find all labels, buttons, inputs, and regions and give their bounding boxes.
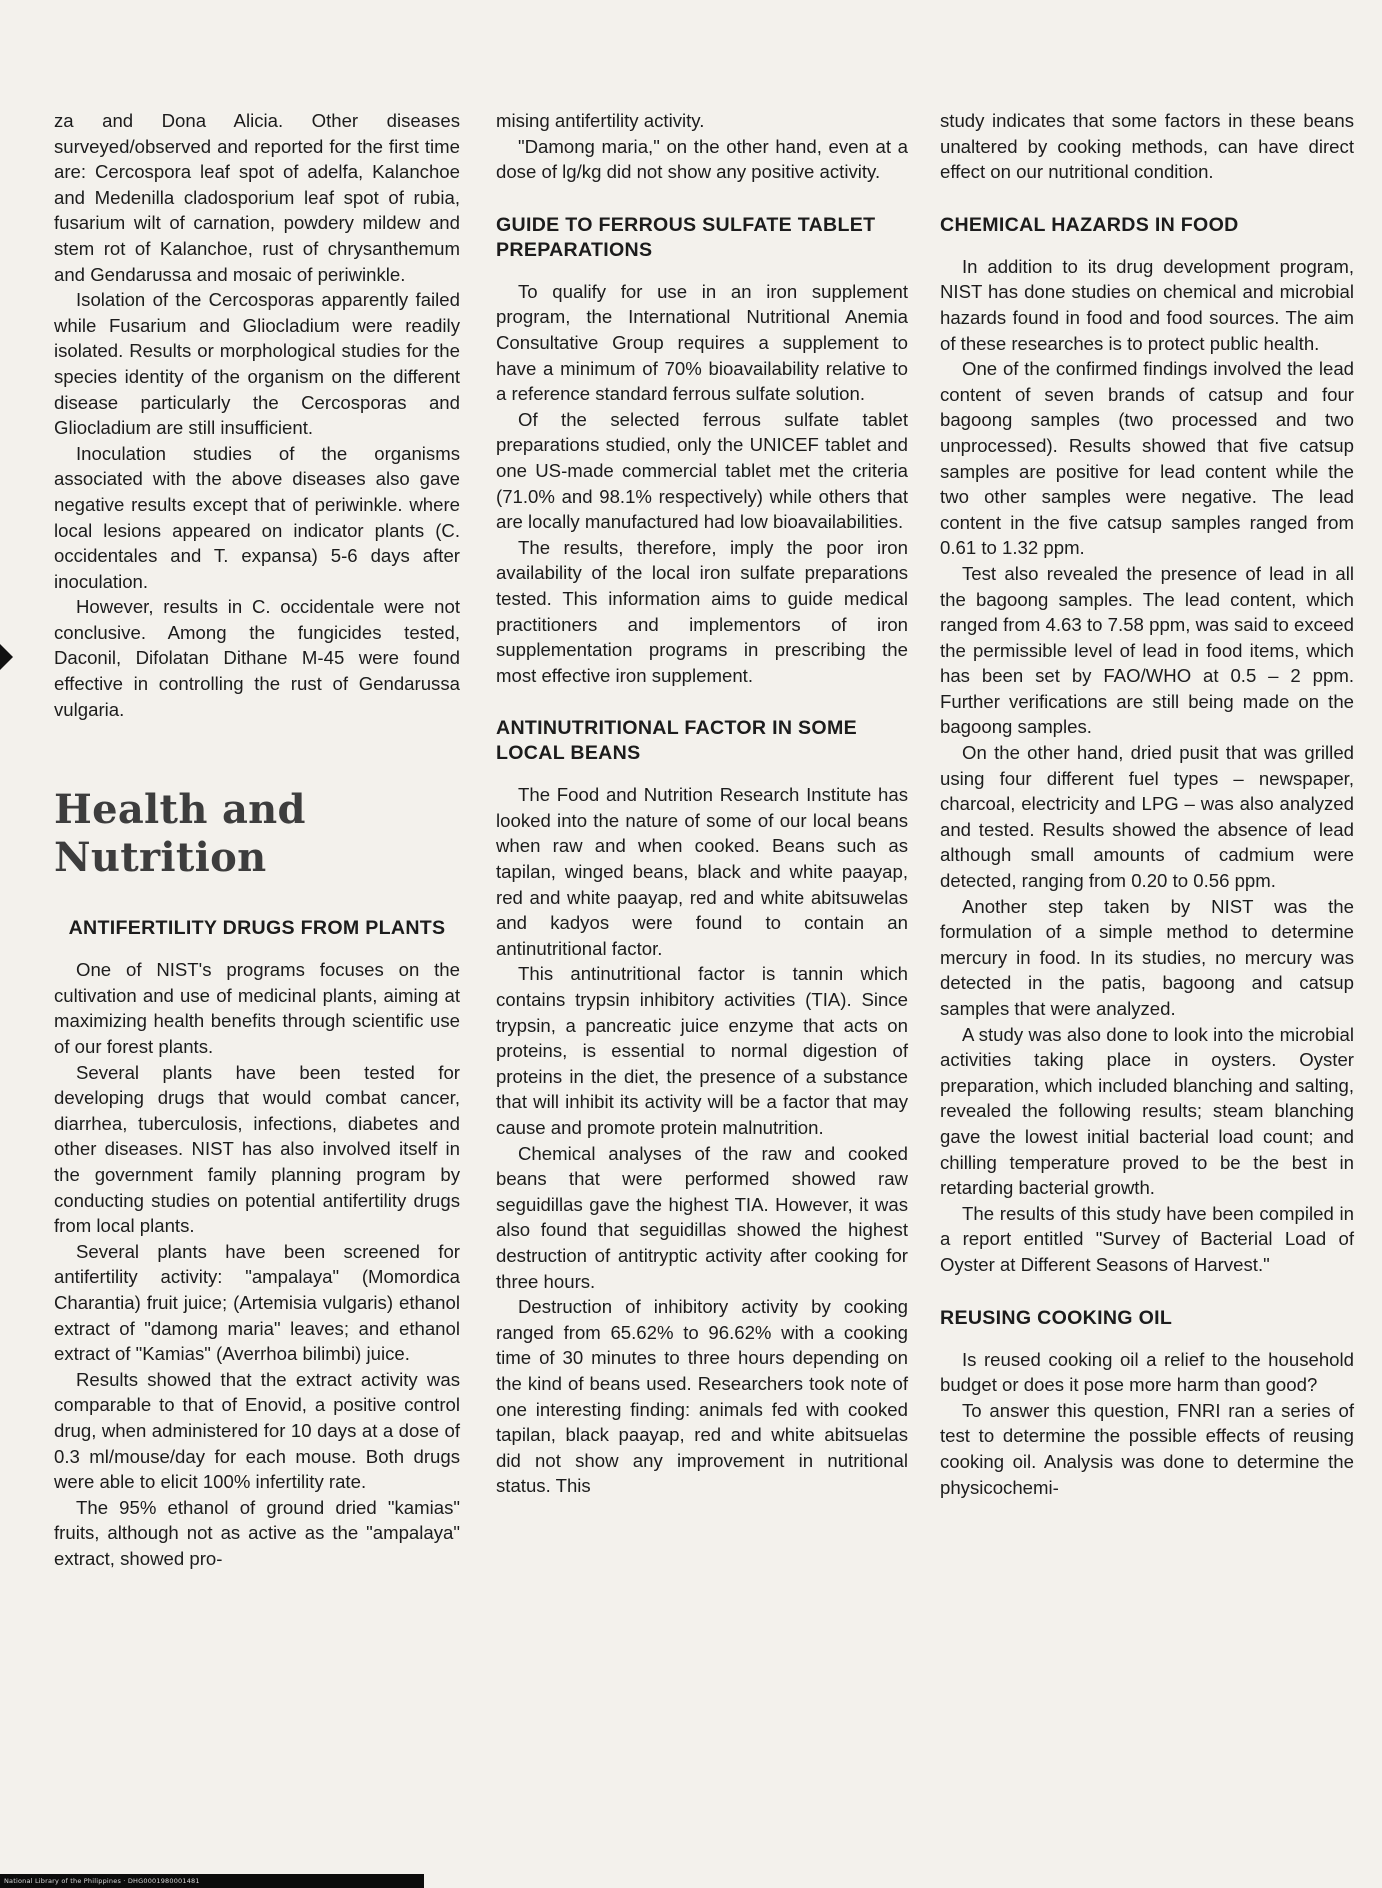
column-2: [496, 108, 908, 1499]
paragraph: On the other hand, dried pusit that was grilled using four different fuel types – newspaper, charcoal, electricity and LPG – was also analyzed and tested. Results showed the absence of lead although small amounts of cadmium were detected, ranging from 0.20 to 0.56 ppm.: [940, 742, 1354, 892]
paragraph: One of the confirmed findings involved the lead content of seven brands of catsup and four bagoong samples (two processed and two unprocessed). Results showed that five catsup samples are positive for lead content while the two other samples were negative. The lead content in the five catsup samples ranged from 0.61 to 1.32 ppm.: [940, 358, 1354, 559]
paragraph: Test also revealed the presence of lead in all the bagoong samples. The lead content, which ranged from 4.63 to 7.58 ppm, was said to exceed the permissible level of lead in food items, which has been set by FAO/WHO at 0.5 – 2 ppm. Further verifications are still being made on the bagoong samples.: [940, 562, 1354, 738]
paragraph: One of NIST's programs focuses on the cultivation and use of medicinal plants, aiming at maximizing health benefits through scientific use of our forest plants.: [54, 959, 460, 1058]
paragraph: "Damong maria," on the other hand, even at a dose of lg/kg did not show any positive activity.: [496, 135, 908, 183]
paragraph: Inoculation studies of the organisms associated with the above diseases also gave negative results except that of periwinkle. where local lesions appeared on indicator plants (C. occidentales and T. expansa) 5-6 days after inoculation.: [54, 442, 460, 592]
paragraph: Several plants have been screened for antifertility activity: "ampalaya" (Momordica Charantia) fruit juice; (Artemisia vulgaris) ethanol extract of "damong maria" leaves; and ethanol extract of "Kamias" (Averrhoa bilimbi) juice.: [54, 1240, 460, 1365]
page-edge-marker: [0, 644, 13, 670]
paragraph: The results, therefore, imply the poor iron availability of the local iron sulfate preparations tested. This information aims to guide medical practitioners and implementors of iron supplementation programs in prescribing the most effective iron supplement.: [496, 536, 908, 686]
heading-antifertility: ANTIFERTILITY DRUGS FROM PLANTS: [68, 917, 446, 940]
paragraph: Destruction of inhibitory activity by cooking ranged from 65.62% to 96.62% with a cooking time of 30 minutes to three hours depending on the kind of beans used. Researchers took note of one interesting finding: animals fed with cooked tapilan, black paayap, red and white abitsuelas did not show any improvement in nutritional status. This: [496, 1296, 908, 1497]
paragraph: To qualify for use in an iron supplement program, the International Nutritional Anemia Consultative Group requires a supplement to have a minimum of 70% bioavailability relative to a reference standard ferrous sulfate solution.: [496, 280, 908, 405]
paragraph: study indicates that some factors in these beans unaltered by cooking methods, can have direct effect on our nutritional condition.: [940, 110, 1354, 183]
paragraph: Results showed that the extract activity was comparable to that of Enovid, a positive control drug, when administered for 10 days at a dose of 0.3 ml/mouse/day for each mouse. Both drugs were able to elicit 100% infertility rate.: [54, 1368, 460, 1493]
heading-chemical-hazards: CHEMICAL HAZARDS IN FOOD: [940, 213, 1239, 236]
paragraph: The 95% ethanol of ground dried "kamias" fruits, although not as active as the "ampalaya" extract, showed pro-: [54, 1496, 460, 1569]
heading-antinutritional: ANTINUTRITIONAL FACTOR IN SOME LOCAL BEANS: [496, 717, 857, 765]
archive-footer: National Library of the Philippines · DHG0001980001481: [0, 1874, 424, 1888]
paragraph: Another step taken by NIST was the formulation of a simple method to determine mercury in food. In its studies, no mercury was detected in the patis, bagoong and catsup samples that were analyzed.: [940, 895, 1354, 1019]
column-1: [54, 108, 460, 1572]
heading-reusing-oil: REUSING COOKING OIL: [940, 1306, 1173, 1329]
paragraph: This antinutritional factor is tannin which contains trypsin inhibitory activities (TIA). Since trypsin, a pancreatic juice enzyme that acts on proteins, is essential to normal digestion of proteins in the diet, the presence of a substance that will inhibit its activity will be a factor that may cause and promote protein malnutrition.: [496, 963, 908, 1138]
paragraph: A study was also done to look into the microbial activities taking place in oysters. Oyster preparation, which included blanching and salting, revealed the following results; steam blanching gave the lowest initial bacterial load count; and chilling temperature proved to be the best in retarding bacterial growth.: [940, 1023, 1354, 1199]
paragraph: However, results in C. occidentale were not conclusive. Among the fungicides tested, Daconil, Difolatan Dithane M-45 were found effective in controlling the rust of Gendarussa vulgaria.: [54, 596, 460, 720]
section-title: Health and Nutrition: [54, 786, 306, 882]
paragraph: The Food and Nutrition Research Institute has looked into the nature of some of our local beans when raw and when cooked. Beans such as tapilan, winged beans, black and white paayap, red and white paayap, red and white abitsuwelas and kadyos were found to contain an antinutritional factor.: [496, 784, 908, 959]
heading-ferrous-sulfate: GUIDE TO FERROUS SULFATE TABLET PREPARATIONS: [496, 213, 876, 261]
paragraph: In addition to its drug development program, NIST has done studies on chemical and microbial hazards found in food and food sources. The aim of these researches is to protect public health.: [940, 255, 1354, 354]
paragraph: To answer this question, FNRI ran a series of test to determine the possible effects of reusing cooking oil. Analysis was done to determine the physicochemi-: [940, 1399, 1354, 1498]
paragraph: Is reused cooking oil a relief to the household budget or does it pose more harm than good?: [940, 1348, 1354, 1396]
column-3: [940, 108, 1354, 1500]
paragraph: mising antifertility activity.: [496, 110, 705, 131]
paragraph: za and Dona Alicia. Other diseases surveyed/observed and reported for the first time are: Cercospora leaf spot of adelfa, Kalanchoe and Medenilla cladosporium leaf spot of rubia, fusarium wilt of carnation, powdery mildew and stem rot of Kalanchoe, rust of chrysanthemum and Gendarussa and mosaic of periwinkle.: [54, 110, 460, 285]
paragraph: The results of this study have been compiled in a report entitled "Survey of Bacterial Load of Oyster at Different Seasons of Harvest.": [940, 1202, 1354, 1275]
paragraph: Several plants have been tested for developing drugs that would combat cancer, diarrhea, tuberculosis, infections, diabetes and other diseases. NIST has also involved itself in the government family planning program by conducting studies on potential antifertility drugs from local plants.: [54, 1061, 460, 1237]
paragraph: Chemical analyses of the raw and cooked beans that were performed showed raw seguidillas gave the highest TIA. However, it was also found that seguidillas showed the highest destruction of antitryptic activity after cooking for three hours.: [496, 1142, 908, 1292]
paragraph: Isolation of the Cercosporas apparently failed while Fusarium and Gliocladium were readily isolated. Results or morphological studies for the species identity of the organism on the different disease particularly the Cercosporas and Gliocladium are still insufficient.: [54, 289, 460, 439]
paragraph: Of the selected ferrous sulfate tablet preparations studied, only the UNICEF tablet and one US-made commercial tablet met the criteria (71.0% and 98.1% respectively) while others that are locally manufactured had low bioavailabilities.: [496, 408, 908, 533]
